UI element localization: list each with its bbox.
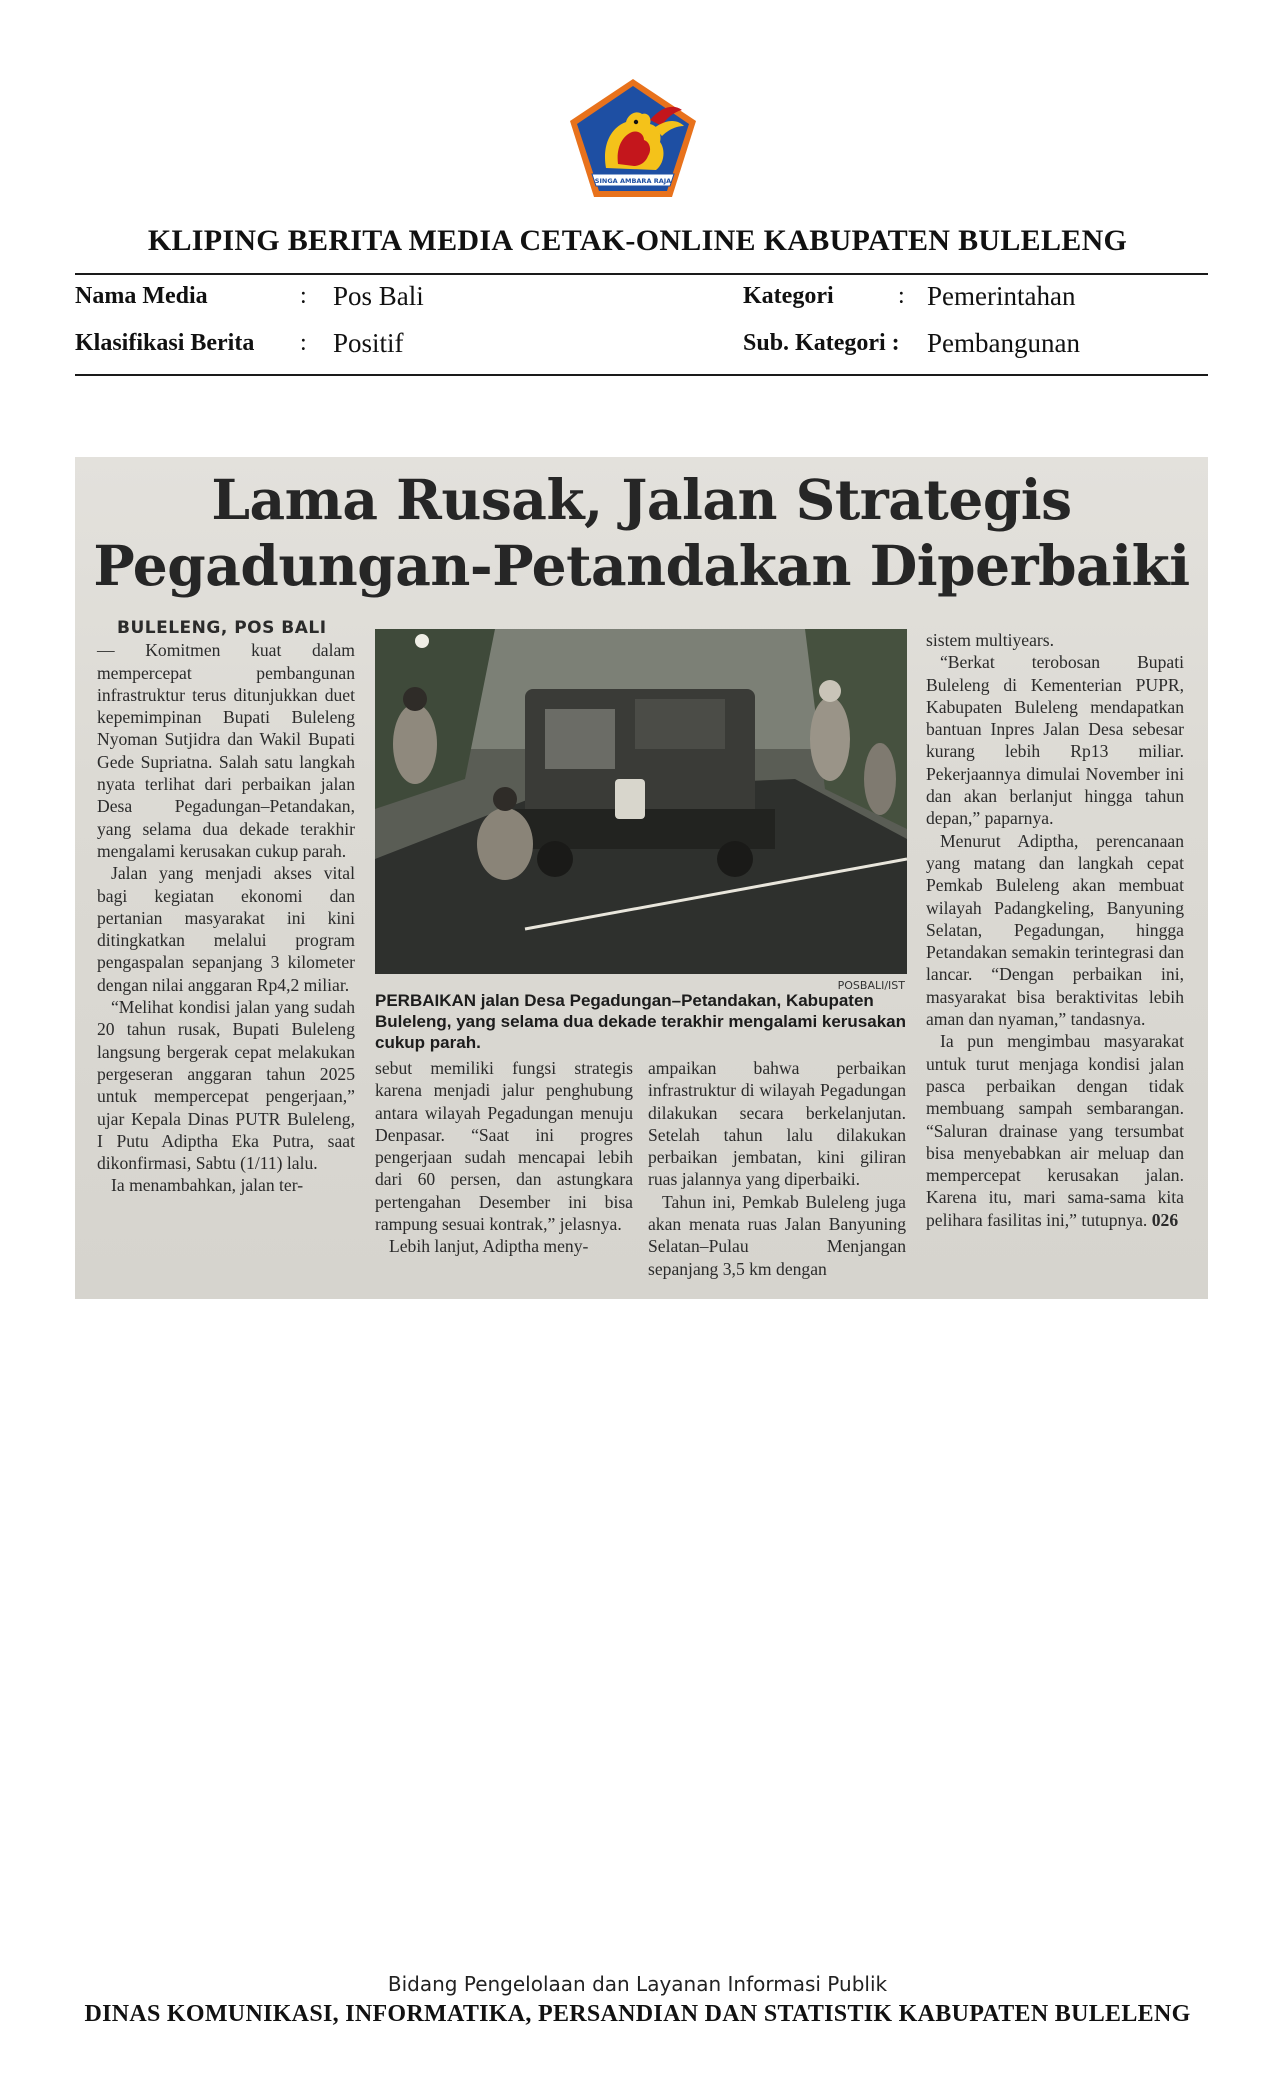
footer-unit-name: Bidang Pengelolaan dan Layanan Informasi Publik	[387, 1972, 888, 1996]
logo-banner-text: SINGA AMBARA RAJA	[594, 177, 672, 185]
article-column-2	[375, 1057, 633, 1258]
road-repair-photo	[375, 629, 907, 974]
category-value: Pemerintahan	[927, 281, 1076, 311]
article-paragraph: Menurut Adiptha, perencanaan yang matang dan langkah cepat Pemkab Buleleng akan membuat wilayah Padangkeling, Banyuning Selatan, Pegadungan, hingga Petandakan semakin terintegrasi dan lancar. “Dengan perbaikan ini, masyarakat bisa beraktivitas lebih aman dan nyaman,” tandasnya.	[926, 830, 1184, 1030]
article-paragraph: “Berkat terobosan Bupati Buleleng di Kementerian PUPR, Kabupaten Buleleng mendapatkan bantuan Inpres Jalan Desa sebesar kurang lebih Rp13 miliar. Pekerjaannya dimulai November ini dan akan berlanjut hingga tahun depan,” paparnya.	[926, 652, 1184, 829]
media-name-colon: :	[300, 283, 307, 309]
news-classification-value: Positif	[333, 328, 404, 358]
category-label: Kategori	[743, 283, 834, 309]
article-paragraph: Tahun ini, Pemkab Buleleng juga akan menata ruas Jalan Banyuning Selatan–Pulau Menjangan sepanjang 3,5 km dengan	[648, 1191, 906, 1279]
headline-line-2: Pegadungan-Petandakan Diperbaiki	[93, 533, 1190, 598]
newspaper-clipping	[75, 457, 1208, 1299]
article-paragraph: Ia menambahkan, jalan ter-	[111, 1175, 304, 1196]
article-paragraph: Jalan yang menjadi akses vital bagi kegiatan ekonomi dan pertanian masyarakat ini kini ditingkatkan melalui program pengaspalan sepanjang 3 kilometer dengan nilai anggaran Rp4,2 miliar.	[97, 863, 355, 995]
header-top-rule	[75, 273, 1208, 275]
article-paragraph: sistem multiyears.	[926, 630, 1055, 650]
footer-department-name: DINAS KOMUNIKASI, INFORMATIKA, PERSANDIAN DAN STATISTIK KABUPATEN BULELENG	[84, 2001, 1191, 2027]
headline-line-1: Lama Rusak, Jalan Strategis	[211, 467, 1072, 532]
header-bottom-rule	[75, 374, 1208, 376]
document-title: KLIPING BERITA MEDIA CETAK-ONLINE KABUPATEN BULELENG	[147, 224, 1128, 257]
article-dateline: BULELENG, POS BALI	[117, 618, 327, 638]
category-colon: :	[898, 283, 905, 309]
article-column-1	[97, 617, 355, 1197]
article-headline	[75, 467, 1208, 599]
news-classification-label: Klasifikasi Berita	[75, 330, 255, 356]
article-column-3	[648, 1057, 906, 1280]
article-paragraph: ampaikan bahwa perbaikan infrastruktur di wilayah Pegadungan dilakukan secara berkelanjutan. Setelah tahun lalu dilakukan perbaikan jembatan, kini giliran ruas jalannya yang diperbaiki.	[648, 1058, 906, 1190]
regency-logo	[566, 76, 700, 200]
reporter-code: 026	[1151, 1209, 1179, 1230]
article-paragraph	[926, 1030, 1184, 1231]
article-column-4	[926, 629, 1184, 1231]
media-name-label: Nama Media	[75, 283, 208, 309]
photo-caption: PERBAIKAN jalan Desa Pegadungan–Petandakan, Kabupaten Buleleng, yang selama dua dekade terakhir mengalami kerusakan cukup parah.	[375, 991, 907, 1052]
article-paragraph-text: Ia pun mengimbau masyarakat untuk turut menjaga kondisi jalan pasca perbaikan dengan tidak membuang sampah sembarangan. “Saluran drainase yang tersumbat bisa menyebabkan air meluap dan mempercepat kerusakan jalan. Karena itu, mari sama-sama kita pelihara fasilitas ini,” tutupnya.	[926, 1031, 1184, 1230]
article-paragraph: — Komitmen kuat dalam mempercepat pembangunan infrastruktur terus ditunjukkan duet kepemimpinan Bupati Buleleng Nyoman Sutjidra dan Wakil Bupati Gede Supriatna. Salah satu langkah nyata terlihat dari perbaikan jalan Desa Pegadungan–Petandakan, yang selama dua dekade terakhir mengalami kerusakan cukup parah.	[97, 640, 355, 861]
news-classification-colon: :	[300, 330, 307, 356]
article-paragraph: “Melihat kondisi jalan yang sudah 20 tahun rusak, Bupati Buleleng langsung bergerak cepat melakukan pergeseran anggaran tahun 2025 untuk mempercepat pengerjaan,” ujar Kepala Dinas PUTR Buleleng, I Putu Adiptha Eka Putra, saat dikonfirmasi, Sabtu (1/11) lalu.	[97, 997, 355, 1174]
subcategory-label: Sub. Kategori :	[743, 330, 900, 356]
subcategory-value: Pembangunan	[927, 328, 1080, 358]
article-paragraph: sebut memiliki fungsi strategis karena menjadi jalur penghubung antara wilayah Pegadungan menuju Denpasar. “Saat ini progres pengerjaan sudah mencapai lebih dari 60 persen, dan astungkara pertengahan Desember ini bisa rampung sesuai kontrak,” jelasnya.	[375, 1058, 633, 1235]
article-paragraph: Lebih lanjut, Adiptha meny-	[389, 1236, 589, 1257]
photo-credit: POSBALI/IST	[837, 979, 905, 992]
media-name-value: Pos Bali	[333, 281, 424, 311]
